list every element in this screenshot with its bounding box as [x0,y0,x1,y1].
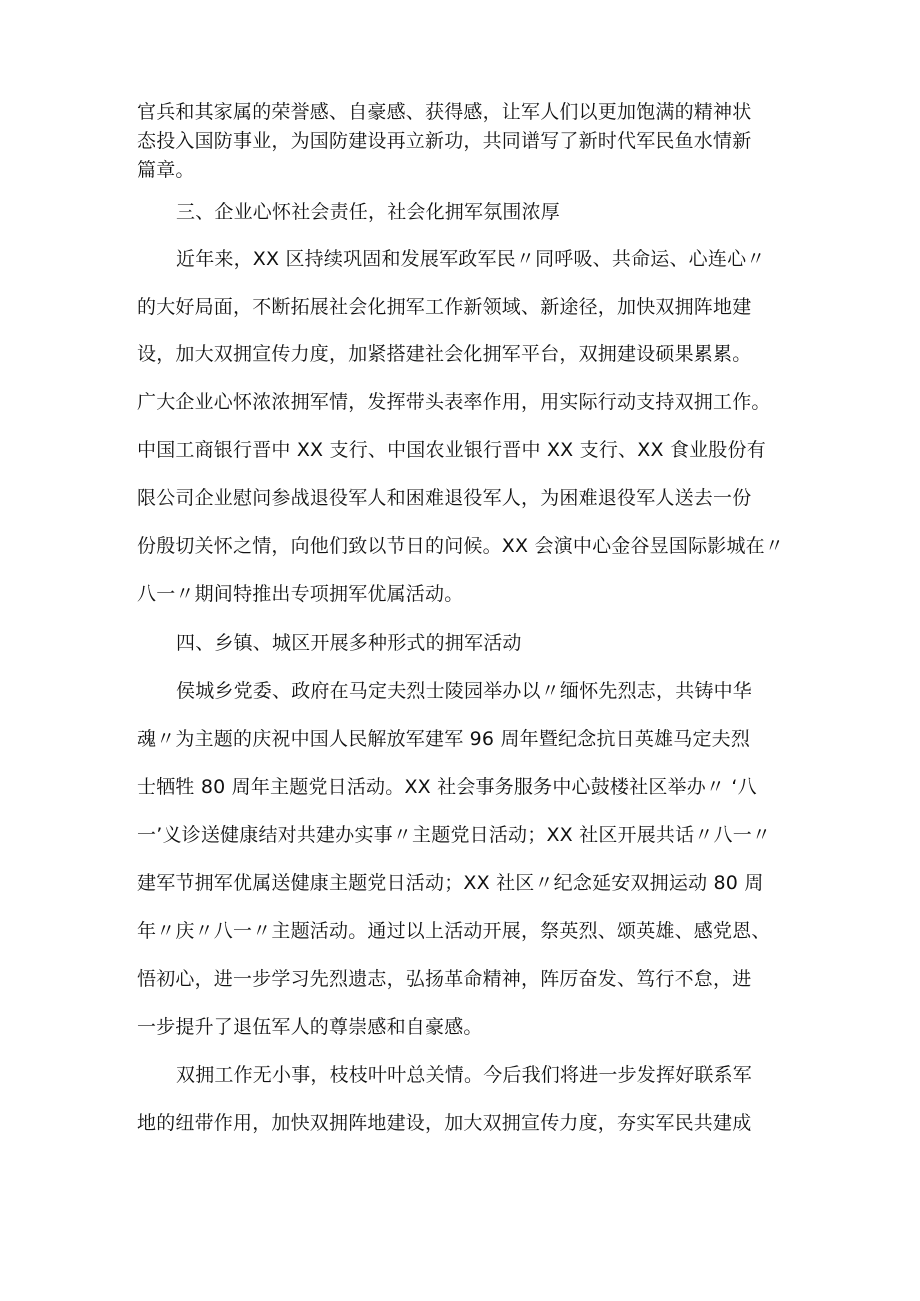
paragraph-line: 一’义诊送健康结对共建办实事〃主题党日活动；XX 社区开展共话〃八一〃 [137,824,772,846]
section-heading: 三、企业心怀社会责任，社会化拥军氛围浓厚 [176,201,561,223]
paragraph-line: 年〃庆〃八一〃主题活动。通过以上活动开展，祭英烈、颂英雄、感党恩、 [137,920,771,942]
paragraph-line: 设，加大双拥宣传力度，加紧搭建社会化拥军平台，双拥建设硕果累累。 [137,343,752,365]
paragraph-line: 官兵和其家属的荣誉感、自豪感、获得感，让军人们以更加饱满的精神状 [137,101,752,123]
paragraph-line: 侯城乡党委、政府在马定夫烈士陵园举办以〃缅怀先烈志，共铸中华 [176,680,753,702]
paragraph-line: 态投入国防事业，为国防建设再立新功，共同谱写了新时代军民鱼水情新 [137,130,752,152]
paragraph-line: 建军节拥军优属送健康主题党日活动；XX 社区〃纪念延安双拥运动 80 周 [137,872,764,894]
paragraph-line: 广大企业心怀浓浓拥军情，发挥带头表率作用，用实际行动支持双拥工作。 [137,391,771,413]
paragraph-line: 中国工商银行晋中 XX 支行、中国农业银行晋中 XX 支行、XX 食业股份有 [137,439,766,461]
paragraph-line: 魂〃为主题的庆祝中国人民解放军建军 96 周年暨纪念抗日英雄马定夫烈 [137,728,751,750]
paragraph-line: 近年来，XX 区持续巩固和发展军政军民〃同呼吸、共命运、心连心〃 [176,248,766,270]
paragraph-line: 双拥工作无小事，枝枝叶叶总关情。今后我们将进一步发挥好联系军 [176,1064,753,1086]
paragraph-line: 篇章。 [137,159,195,181]
paragraph-line: 的大好局面，不断拓展社会化拥军工作新领域、新途径，加快双拥阵地建 [137,296,752,318]
paragraph-line: 限公司企业慰问参战退役军人和困难退役军人，为困难退役军人送去一份 [137,487,752,509]
section-heading: 四、乡镇、城区开展多种形式的拥军活动 [176,632,522,654]
paragraph-line: 地的纽带作用，加快双拥阵地建设，加大双拥宣传力度，夯实军民共建成 [137,1112,752,1134]
paragraph-line: 一步提升了退伍军人的尊崇感和自豪感。 [137,1016,483,1038]
paragraph-line: 八一〃期间特推出专项拥军优属活动。 [137,583,464,605]
paragraph-line: 士牺牲 80 周年主题党日活动。XX 社会事务服务中心鼓楼社区举办〃 ‘八 [137,776,757,798]
paragraph-line: 悟初心，进一步学习先烈遗志，弘扬革命精神，阵厉奋发、笃行不怠，进 [137,968,752,990]
paragraph-line: 份殷切关怀之情，向他们致以节日的问候。XX 会演中心金谷昱国际影城在〃 [137,535,785,557]
